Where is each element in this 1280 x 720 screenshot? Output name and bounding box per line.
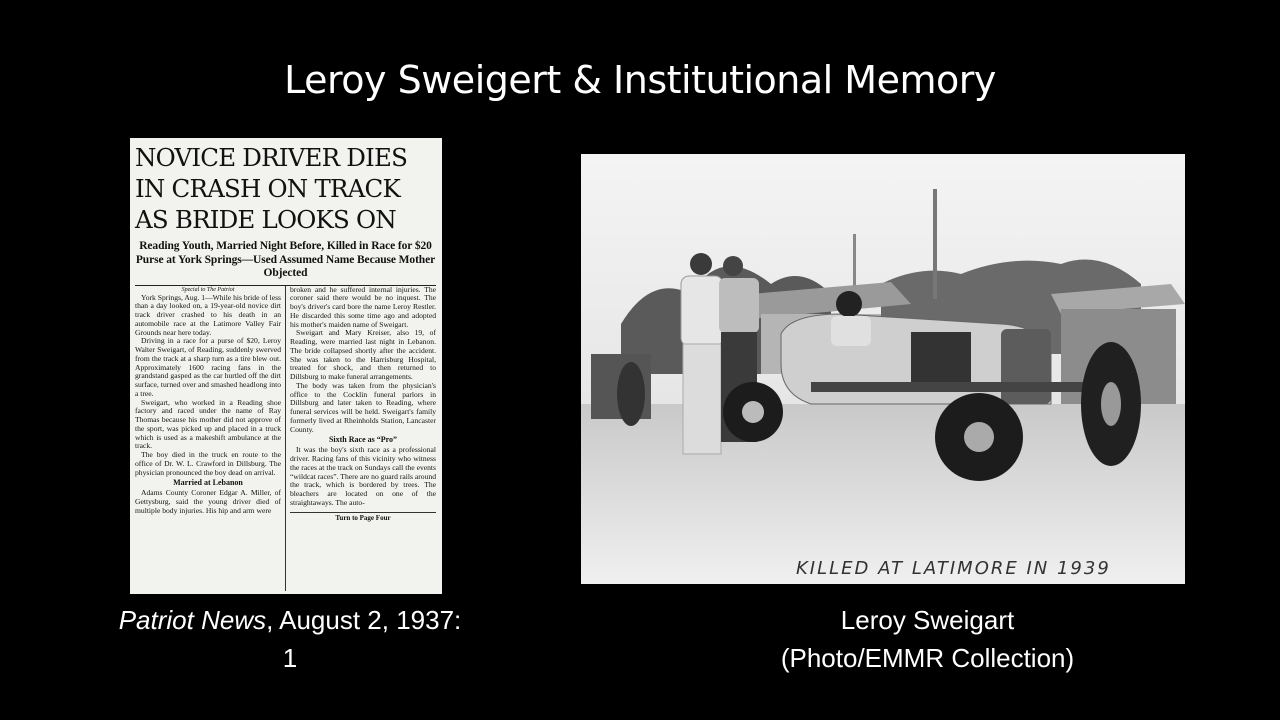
race-car-photo: [581, 154, 1185, 584]
article-paragraph: Sweigart, who worked in a Reading shoe factory and raced under the name of Ray Thomas because his mother did not approve of the sport, was picked up and placed in a truck which is used as a makeshift ambulance at the track.: [135, 397, 281, 451]
article-paragraph: Driving in a race for a purse of $20, Leroy Walter Sweigart, of Reading, suddenly swerved from the track at a sharp turn as a tire blew out. Approximately 1600 racing fans in the grandstand gasped as the car hurtled off the dirt surface, turned over and smashed headlong into a tree.: [135, 336, 281, 398]
subheadline: Reading Youth, Married Night Before, Killed in Race for $20 Purse at York Springs—Used Assumed Name Because Mother Objected: [135, 240, 436, 279]
slide-title: Leroy Sweigert & Institutional Memory: [284, 58, 996, 102]
caption-date: , August 2, 1937: 1: [266, 605, 462, 673]
utility-pole: [933, 189, 937, 299]
article-paragraph: Sweigart and Mary Kreiser, also 19, of Reading, were married last night in Lebanon. The bride collapsed shortly after the accident. She was taken to the Harrisburg Hospital, treated for shock, and then returned to Dillsburg to make funeral arrangements.: [290, 328, 436, 381]
article-paragraph: The body was taken from the physician's office to the Cocklin funeral parlors in Dillsburg and later taken to Reading, where funeral services will be held. Sweigart's family formerly lived at Rheinholds Station, Lancaster County.: [290, 380, 436, 434]
article-paragraph: broken and he suffered internal injuries. The coroner said there would be no inquest. The boy's driver's card bore the name Leroy Restler. He discarded this some time ago and adopted his mother's maiden name of Sweigart.: [290, 285, 436, 329]
handwritten-note: KILLED AT LATIMORE IN 1939: [796, 558, 1111, 579]
headline-line: IN CRASH ON TRACK: [135, 174, 400, 203]
headline: [135, 142, 436, 235]
driver-helmet: [836, 291, 862, 317]
chassis: [811, 382, 1121, 392]
caption-name: Leroy Sweigart: [840, 605, 1015, 635]
headline-line: NOVICE DRIVER DIES: [135, 143, 408, 172]
newspaper-clipping: [130, 138, 442, 594]
section-heading: Married at Lebanon: [173, 478, 243, 488]
clipping-caption: [110, 601, 470, 677]
byline: Special to The Patriot: [181, 286, 235, 293]
article-column-left: [135, 286, 281, 591]
caption-credit: (Photo/EMMR Collection): [780, 643, 1075, 673]
engine: [911, 332, 971, 382]
caption-source: Patriot News: [118, 605, 267, 635]
background-wheel: [617, 362, 645, 426]
continuation-note: Turn to Page Four: [290, 512, 436, 523]
driver: [831, 316, 871, 346]
column-divider: [285, 286, 286, 591]
article-paragraph: York Springs, Aug. 1—While his bride of less than a day looked on, a 19-year-old novice dirt track driver crashed to his death in an automobile race at the Latimore Valley Fair Grounds near here today.: [135, 292, 281, 337]
radiator: [1001, 329, 1051, 404]
section-heading: Sixth Race as “Pro”: [328, 435, 398, 445]
headline-line: AS BRIDE LOOKS ON: [135, 205, 396, 234]
photo-illustration: [581, 154, 1185, 584]
mechanic-left: [681, 253, 723, 454]
article-paragraph: It was the boy's sixth race as a professional driver. Racing fans of this vicinity who witness the races at the track on Sundays call the events “wildcat races”. There are no guard rails around the track, which is bordered by trees. The bleachers are located on one of the straightaways. The auto-: [290, 445, 436, 507]
photo-caption: [700, 601, 1155, 677]
article-paragraph: The boy died in the truck en route to the office of Dr. W. L. Crawford in Dillsburg. The physician pronounced the boy dead on arrival.: [135, 450, 281, 477]
article-paragraph: Adams County Coroner Edgar A. Miller, of Gettysburg, said the young driver died of multiple body injuries. His hip and arm were: [135, 488, 281, 515]
article-column-right: [290, 286, 436, 591]
article-columns: [135, 286, 436, 591]
